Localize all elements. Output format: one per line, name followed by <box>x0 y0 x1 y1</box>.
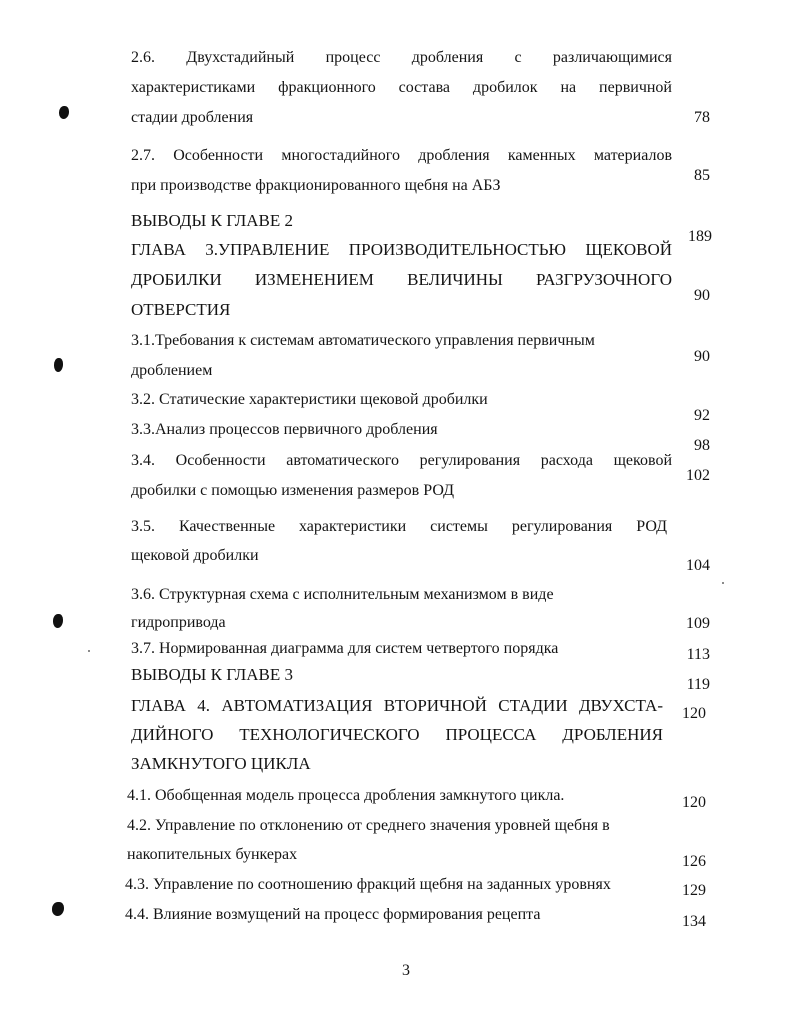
scan-mark <box>54 358 63 372</box>
toc-page-3-2: 92 <box>694 407 710 424</box>
toc-chapter-4-line3: ЗАМКНУТОГО ЦИКЛА <box>131 754 311 773</box>
toc-entry-4-1: 4.1. Обобщенная модель процесса дробления замкнутого цикла. <box>127 787 565 804</box>
toc-entry-3-1-line2: дроблением <box>131 362 213 379</box>
toc-conclusions-3: ВЫВОДЫ К ГЛАВЕ 3 <box>131 665 294 684</box>
toc-entry-3-5-line2: щековой дробилки <box>131 547 259 564</box>
toc-chapter-4-line2: ДИЙНОГО ТЕХНОЛОГИЧЕСКОГО ПРОЦЕССА ДРОБЛЕНИЯ <box>131 725 663 744</box>
toc-entry-2-6-line3: стадии дробления <box>131 109 254 126</box>
toc-entry-2-7-line2: при производстве фракционированного щебня на АБЗ <box>131 177 501 194</box>
toc-chapter-4-line1: ГЛАВА 4. АВТОМАТИЗАЦИЯ ВТОРИЧНОЙ СТАДИИ ДВУХСТА- <box>131 696 663 715</box>
scan-speck <box>722 582 724 584</box>
toc-page-conclusions-2: 189 <box>688 228 712 245</box>
toc-page-3-6: 109 <box>686 615 710 632</box>
toc-entry-3-6-line2: гидропривода <box>131 614 226 631</box>
toc-entry-3-3: 3.3.Анализ процессов первичного дробления <box>131 421 438 438</box>
toc-entry-4-3: 4.3. Управление по соотношению фракций щебня на заданных уровнях <box>125 876 611 893</box>
toc-page-4-2: 126 <box>682 853 706 870</box>
scan-mark <box>59 106 69 119</box>
toc-page-4-4: 134 <box>682 913 706 930</box>
toc-page-3-7: 113 <box>686 646 710 663</box>
page-number: 3 <box>402 962 410 979</box>
toc-entry-2-6-line1: 2.6. Двухстадийный процесс дробления с различающимися <box>131 49 672 66</box>
toc-entry-2-6-line2: характеристиками фракционного состава дробилок на первичной <box>131 79 672 96</box>
toc-entry-3-4-line2: дробилки с помощью изменения размеров РОД <box>131 482 454 499</box>
toc-entry-4-2-line2: накопительных бункерах <box>127 846 298 863</box>
toc-entry-2-7-line1: 2.7. Особенности многостадийного дробления каменных материалов <box>131 147 672 164</box>
toc-conclusions-2: ВЫВОДЫ К ГЛАВЕ 2 <box>131 211 294 230</box>
toc-entry-4-4: 4.4. Влияние возмущений на процесс формирования рецепта <box>125 906 541 923</box>
toc-entry-3-7: 3.7. Нормированная диаграмма для систем четвертого порядка <box>131 640 559 657</box>
toc-chapter-3-line2: ДРОБИЛКИ ИЗМЕНЕНИЕМ ВЕЛИЧИНЫ РАЗГРУЗОЧНОГО <box>131 270 672 289</box>
toc-chapter-3-line1: ГЛАВА 3.УПРАВЛЕНИЕ ПРОИЗВОДИТЕЛЬНОСТЬЮ ЩЕКОВОЙ <box>131 240 672 259</box>
toc-page-4-1: 120 <box>682 794 706 811</box>
scan-mark <box>53 614 63 628</box>
toc-page-conclusions-3: 119 <box>686 676 710 693</box>
scan-speck <box>88 650 90 652</box>
toc-page-chapter-3: 90 <box>694 287 710 304</box>
toc-entry-3-1-line1: 3.1.Требования к системам автоматического управления первичным <box>131 332 595 349</box>
toc-page-3-4: 102 <box>686 467 710 484</box>
toc-entry-3-6-line1: 3.6. Структурная схема с исполнительным механизмом в виде <box>131 586 554 603</box>
toc-page-3-3: 98 <box>694 437 710 454</box>
toc-chapter-3-line3: ОТВЕРСТИЯ <box>131 300 231 319</box>
toc-page-chapter-4: 120 <box>682 705 706 722</box>
toc-entry-3-5-line1: 3.5. Качественные характеристики системы регулирования РОД <box>131 518 667 535</box>
toc-entry-3-4-line1: 3.4. Особенности автоматического регулирования расхода щековой <box>131 452 672 469</box>
toc-page-3-5: 104 <box>686 557 710 574</box>
toc-entry-3-2: 3.2. Статические характеристики щековой дробилки <box>131 391 488 408</box>
toc-page-4-3: 129 <box>682 882 706 899</box>
toc-page-3-1: 90 <box>694 348 710 365</box>
toc-entry-4-2-line1: 4.2. Управление по отклонению от среднего значения уровней щебня в <box>127 817 610 834</box>
scan-mark <box>52 902 64 916</box>
toc-page-2-6: 78 <box>694 109 710 126</box>
toc-page-2-7: 85 <box>694 167 710 184</box>
